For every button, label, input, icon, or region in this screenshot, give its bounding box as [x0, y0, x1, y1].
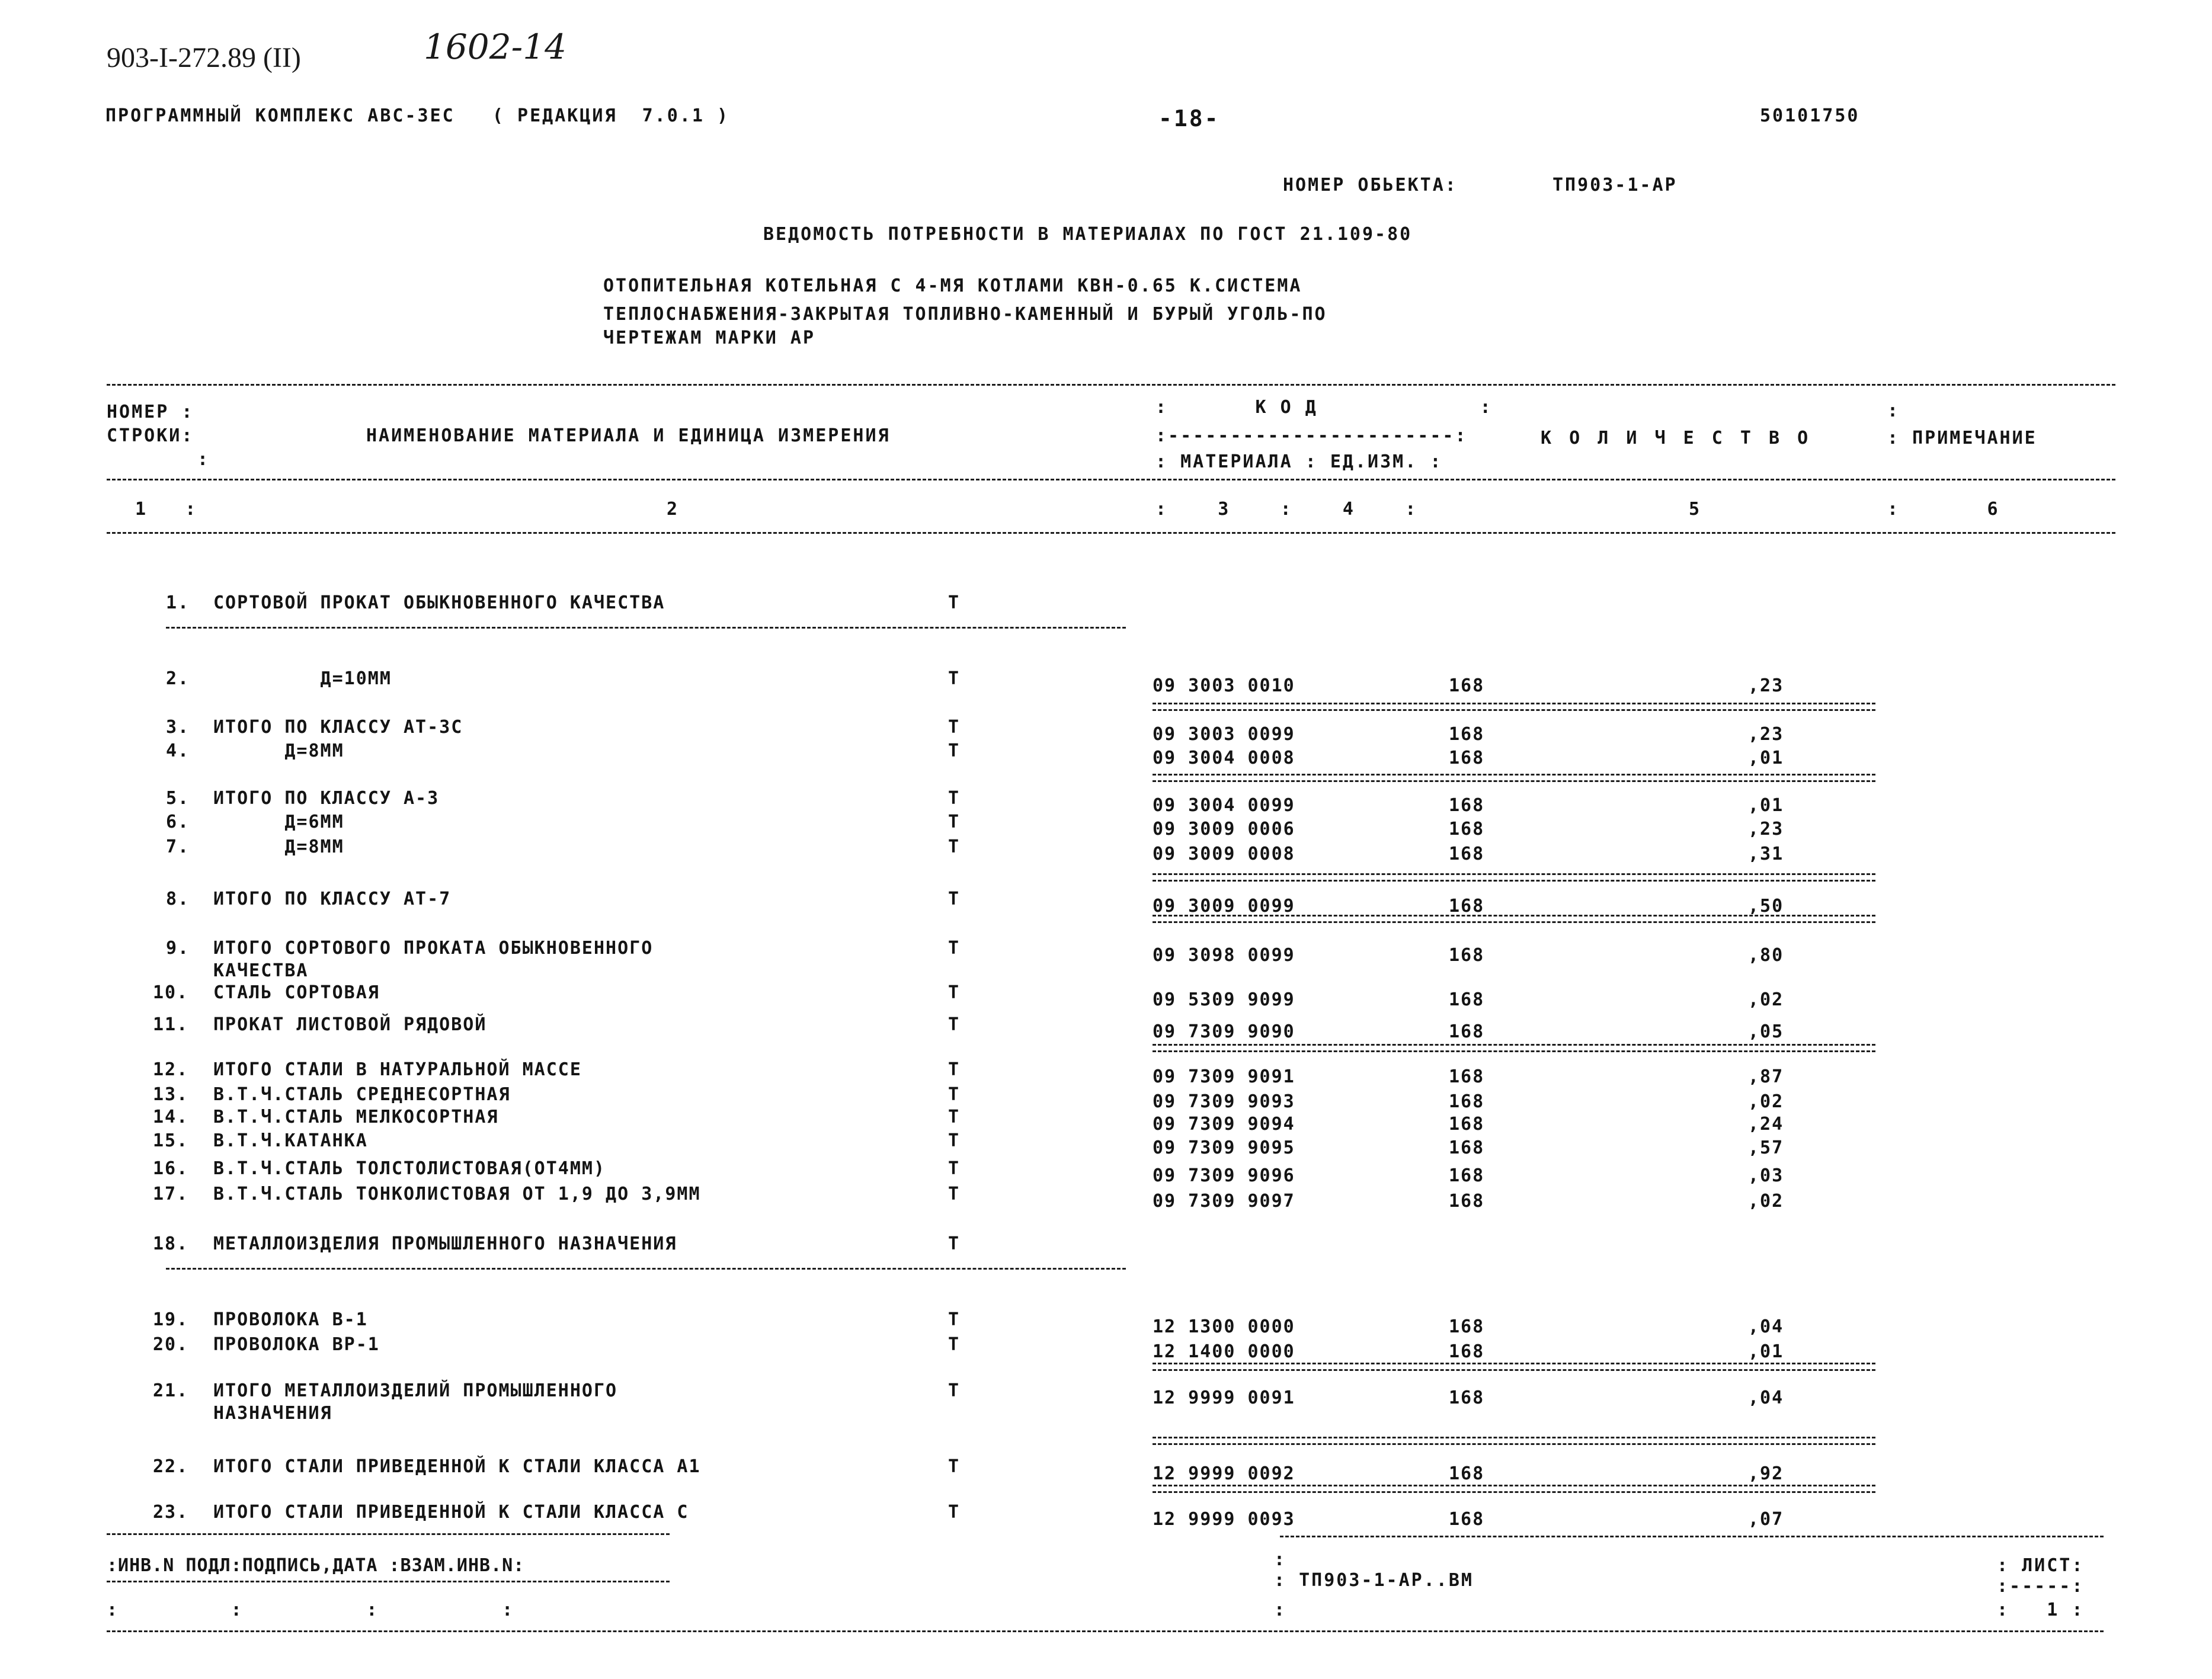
footer-rule-top-left: [107, 1533, 670, 1535]
row-unit: Т: [948, 1502, 961, 1523]
total-separator: [1153, 1437, 1875, 1445]
row-material-name: ИТОГО МЕТАЛЛОИЗДЕЛИЙ ПРОМЫШЛЕННОГО: [213, 1380, 618, 1401]
row-unit-code: 168: [1449, 1066, 1485, 1087]
row-unit-code: 168: [1449, 989, 1485, 1010]
row-unit: Т: [948, 592, 961, 613]
row-unit: Т: [948, 889, 961, 909]
row-quantity: ,31: [1748, 844, 1784, 864]
row-unit: Т: [948, 982, 961, 1003]
row-quantity: ,80: [1748, 945, 1784, 966]
row-unit-code: 168: [1449, 819, 1485, 839]
row-quantity: ,92: [1748, 1463, 1784, 1484]
row-unit: Т: [948, 1233, 961, 1254]
row-number: 18.: [153, 1233, 189, 1254]
total-separator: [1153, 873, 1875, 882]
row-unit-code: 168: [1449, 1191, 1485, 1212]
row-material-code: 09 3009 0006: [1153, 819, 1295, 839]
row-material-code: 09 7309 9093: [1153, 1091, 1295, 1112]
row-unit: Т: [948, 668, 961, 689]
row-number: 7.: [166, 837, 190, 857]
row-material-name: ИТОГО СОРТОВОГО ПРОКАТА ОБЫКНОВЕННОГО: [213, 938, 654, 959]
row-material-name: СОРТОВОЙ ПРОКАТ ОБЫКНОВЕННОГО КАЧЕСТВА: [213, 592, 665, 613]
row-number: 19.: [153, 1309, 189, 1330]
header-note: : ПРИМЕЧАНИЕ: [1887, 428, 2037, 448]
subtitle-line-1: ОТОПИТЕЛЬНАЯ КОТЕЛЬНАЯ С 4-МЯ КОТЛАМИ КВН-0.65 К.СИСТЕМА: [603, 275, 1302, 296]
row-material-code: 12 9999 0092: [1153, 1463, 1295, 1484]
header-col-2: 2: [667, 499, 680, 520]
row-quantity: ,87: [1748, 1066, 1784, 1087]
object-number-label: НОМЕР ОБЬЕКТА:: [1283, 175, 1458, 196]
row-material-name: МЕТАЛЛОИЗДЕЛИЯ ПРОМЫШЛЕННОГО НАЗНАЧЕНИЯ: [213, 1233, 677, 1254]
header-code-top: : К О Д :: [1155, 397, 1493, 418]
row-quantity: ,01: [1748, 748, 1784, 768]
row-unit-code: 168: [1449, 1316, 1485, 1337]
row-unit: Т: [948, 1380, 961, 1401]
total-separator: [1153, 1485, 1875, 1493]
row-quantity: ,03: [1748, 1165, 1784, 1186]
row-material-name: Д=8ММ: [213, 837, 344, 857]
row-material-name: Д=6ММ: [213, 812, 344, 832]
row-material-name: В.Т.Ч.СТАЛЬ МЕЛКОСОРТНАЯ: [213, 1107, 499, 1127]
row-material-code: 12 9999 0093: [1153, 1509, 1295, 1530]
row-number: 23.: [153, 1502, 189, 1523]
row-material-code: 09 7309 9096: [1153, 1165, 1295, 1186]
doc-ref: : ТП903-1-АР..ВМ: [1274, 1570, 1474, 1591]
row-unit-code: 168: [1449, 724, 1485, 745]
document-code: 903-I-272.89 (II): [107, 42, 301, 73]
row-unit: Т: [948, 938, 961, 959]
row-material-name: В.Т.Ч.СТАЛЬ ТОЛСТОЛИСТОВАЯ(ОТ4ММ): [213, 1158, 606, 1179]
row-quantity: ,23: [1748, 724, 1784, 745]
header-col-1: 1 :: [135, 499, 198, 520]
row-material-code: 12 1300 0000: [1153, 1316, 1295, 1337]
row-unit: Т: [948, 1309, 961, 1330]
row-number: 5.: [166, 788, 190, 809]
row-unit-code: 168: [1449, 1509, 1485, 1530]
row-quantity: ,01: [1748, 795, 1784, 816]
row-material-code: 09 7309 9095: [1153, 1138, 1295, 1158]
row-material-code: 09 3009 0008: [1153, 844, 1295, 864]
row-unit: Т: [948, 1158, 961, 1179]
doc-ref-sep-bottom: :: [1274, 1600, 1287, 1620]
row-quantity: ,01: [1748, 1341, 1784, 1362]
footer-rule-bottom: [107, 1630, 2104, 1632]
row-material-code: 09 3003 0010: [1153, 675, 1295, 696]
header-rule-top: [107, 384, 2115, 386]
row-quantity: ,07: [1748, 1509, 1784, 1530]
header-code-bottom: : МАТЕРИАЛА : ЕД.ИЗМ. :: [1155, 451, 1443, 472]
stamp-values: : : : :: [107, 1600, 514, 1620]
row-material-name: ИТОГО СТАЛИ ПРИВЕДЕННОЙ К СТАЛИ КЛАССА С: [213, 1502, 689, 1523]
header-row-no-3: :: [197, 449, 210, 470]
row-unit: Т: [948, 812, 961, 832]
row-quantity: ,02: [1748, 989, 1784, 1010]
row-number: 22.: [153, 1456, 189, 1477]
program-line: ПРОГРАММНЫЙ КОМПЛЕКС АВС-ЗЕС ( РЕДАКЦИЯ 7.0.1 ): [105, 105, 730, 126]
row-quantity: ,02: [1748, 1091, 1784, 1112]
row-quantity: ,02: [1748, 1191, 1784, 1212]
row-material-name: ПРОКАТ ЛИСТОВОЙ РЯДОВОЙ: [213, 1014, 487, 1035]
header-material-name: НАИМЕНОВАНИЕ МАТЕРИАЛА И ЕДИНИЦА ИЗМЕРЕНИЯ: [366, 425, 891, 446]
doc-id: 50101750: [1760, 105, 1860, 126]
row-material-name: ИТОГО ПО КЛАССУ А-3: [213, 788, 440, 809]
row-number: 2.: [166, 668, 190, 689]
row-material-name: ИТОГО СТАЛИ ПРИВЕДЕННОЙ К СТАЛИ КЛАССА А1: [213, 1456, 701, 1477]
row-unit: Т: [948, 1130, 961, 1151]
row-quantity: ,24: [1748, 1114, 1784, 1135]
subtitle-line-2: ТЕПЛОСНАБЖЕНИЯ-ЗАКРЫТАЯ ТОПЛИВНО-КАМЕННЫЙ И БУРЫЙ УГОЛЬ-ПО: [603, 304, 1327, 325]
row-unit: Т: [948, 837, 961, 857]
row-unit-code: 168: [1449, 1341, 1485, 1362]
stamp-rule: [107, 1581, 670, 1582]
row-unit: Т: [948, 1107, 961, 1127]
row-material-name: В.Т.Ч.СТАЛЬ ТОНКОЛИСТОВАЯ ОТ 1,9 ДО 3,9ММ: [213, 1184, 701, 1204]
header-quantity: К О Л И Ч Е С Т В О: [1541, 428, 1812, 448]
row-unit-code: 168: [1449, 675, 1485, 696]
row-quantity: ,04: [1748, 1388, 1784, 1408]
object-number-value: ТП903-1-АР: [1552, 175, 1678, 196]
handwritten-note: 1602-14: [424, 27, 567, 67]
sheet-label: : ЛИСТ:: [1997, 1555, 2085, 1576]
row-material-name: СТАЛЬ СОРТОВАЯ: [213, 982, 380, 1003]
row-number: 15.: [153, 1130, 189, 1151]
header-rule-mid: [107, 479, 2115, 480]
row-material-code: 09 3098 0099: [1153, 945, 1295, 966]
row-material-name: ИТОГО СТАЛИ В НАТУРАЛЬНОЙ МАССЕ: [213, 1059, 582, 1080]
row-number: 20.: [153, 1334, 189, 1355]
row-unit: Т: [948, 1014, 961, 1035]
row-unit: Т: [948, 1184, 961, 1204]
row-material-name-cont: НАЗНАЧЕНИЯ: [213, 1403, 332, 1424]
row-unit: Т: [948, 1059, 961, 1080]
row-number: 14.: [153, 1107, 189, 1127]
row-material-name: В.Т.Ч.КАТАНКА: [213, 1130, 368, 1151]
row-unit-code: 168: [1449, 1091, 1485, 1112]
footer-rule-top-right: [1280, 1536, 2104, 1537]
header-col-5: 5: [1689, 499, 1702, 520]
total-separator: [1153, 1044, 1875, 1052]
subtitle-line-3: ЧЕРТЕЖАМ МАРКИ АР: [603, 328, 816, 348]
row-quantity: ,05: [1748, 1021, 1784, 1042]
section-underline: [166, 627, 1126, 629]
row-quantity: ,23: [1748, 675, 1784, 696]
row-number: 1.: [166, 592, 190, 613]
row-unit-code: 168: [1449, 1114, 1485, 1135]
row-number: 6.: [166, 812, 190, 832]
row-unit-code: 168: [1449, 1463, 1485, 1484]
header-rule-bottom: [107, 532, 2115, 534]
row-material-code: 09 7309 9090: [1153, 1021, 1295, 1042]
row-quantity: ,57: [1748, 1138, 1784, 1158]
row-number: 4.: [166, 741, 190, 761]
row-unit: Т: [948, 1456, 961, 1477]
stamp-header: :ИНВ.N ПОДЛ:ПОДПИСЬ,ДАТА :ВЗАМ.ИНВ.N:: [107, 1555, 525, 1576]
total-separator: [1153, 915, 1875, 923]
row-number: 21.: [153, 1380, 189, 1401]
row-unit: Т: [948, 788, 961, 809]
row-unit: Т: [948, 741, 961, 761]
row-unit-code: 168: [1449, 1138, 1485, 1158]
row-unit-code: 168: [1449, 945, 1485, 966]
page-number: -18-: [1158, 105, 1220, 132]
total-separator: [1153, 774, 1875, 782]
row-unit-code: 168: [1449, 1021, 1485, 1042]
row-quantity: ,50: [1748, 896, 1784, 917]
row-material-name: ПРОВОЛОКА ВР-1: [213, 1334, 380, 1355]
row-number: 11.: [153, 1014, 189, 1035]
header-col-3-4: : 3 : 4 :: [1155, 499, 1418, 520]
row-material-code: 09 3004 0099: [1153, 795, 1295, 816]
row-material-code: 09 3003 0099: [1153, 724, 1295, 745]
row-unit-code: 168: [1449, 896, 1485, 917]
row-number: 13.: [153, 1084, 189, 1105]
row-material-code: 09 7309 9094: [1153, 1114, 1295, 1135]
row-unit-code: 168: [1449, 748, 1485, 768]
row-unit: Т: [948, 1084, 961, 1105]
row-material-code: 09 7309 9091: [1153, 1066, 1295, 1087]
row-unit: Т: [948, 717, 961, 738]
header-code-mid: :-----------------------:: [1155, 425, 1468, 446]
header-col-6: : 6: [1887, 499, 2000, 520]
header-row-no-2: СТРОКИ:: [107, 425, 194, 446]
row-number: 3.: [166, 717, 190, 738]
sheet-value: : 1 :: [1997, 1600, 2085, 1620]
row-material-code: 09 5309 9099: [1153, 989, 1295, 1010]
row-material-name: ПРОВОЛОКА В-1: [213, 1309, 368, 1330]
header-row-no-1: НОМЕР :: [107, 402, 194, 422]
row-material-code: 09 7309 9097: [1153, 1191, 1295, 1212]
row-material-code: 09 3004 0008: [1153, 748, 1295, 768]
row-number: 12.: [153, 1059, 189, 1080]
row-material-code: 12 9999 0091: [1153, 1388, 1295, 1408]
row-material-name: В.Т.Ч.СТАЛЬ СРЕДНЕСОРТНАЯ: [213, 1084, 511, 1105]
document-title: ВЕДОМОСТЬ ПОТРЕБНОСТИ В МАТЕРИАЛАХ ПО ГОСТ 21.109-80: [763, 224, 1413, 245]
row-material-code: 12 1400 0000: [1153, 1341, 1295, 1362]
row-material-name: ИТОГО ПО КЛАССУ АТ-3С: [213, 717, 463, 738]
row-number: 16.: [153, 1158, 189, 1179]
row-quantity: ,04: [1748, 1316, 1784, 1337]
row-unit: Т: [948, 1334, 961, 1355]
total-separator: [1153, 1363, 1875, 1371]
row-unit-code: 168: [1449, 1165, 1485, 1186]
section-underline: [166, 1268, 1126, 1270]
row-number: 10.: [153, 982, 189, 1003]
row-unit-code: 168: [1449, 1388, 1485, 1408]
row-material-name-cont: КАЧЕСТВА: [213, 960, 309, 981]
row-number: 9.: [166, 938, 190, 959]
row-material-name: Д=8ММ: [213, 741, 344, 761]
row-material-name: ИТОГО ПО КЛАССУ АТ-7: [213, 889, 452, 909]
doc-ref-sep-top: :: [1274, 1549, 1287, 1570]
row-quantity: ,23: [1748, 819, 1784, 839]
total-separator: [1153, 703, 1875, 711]
row-number: 17.: [153, 1184, 189, 1204]
row-number: 8.: [166, 889, 190, 909]
row-material-code: 09 3009 0099: [1153, 896, 1295, 917]
sheet-separator: :-----:: [1997, 1576, 2085, 1597]
row-unit-code: 168: [1449, 795, 1485, 816]
row-material-name: Д=10ММ: [213, 668, 392, 689]
header-note-sep: :: [1887, 400, 1900, 421]
row-unit-code: 168: [1449, 844, 1485, 864]
